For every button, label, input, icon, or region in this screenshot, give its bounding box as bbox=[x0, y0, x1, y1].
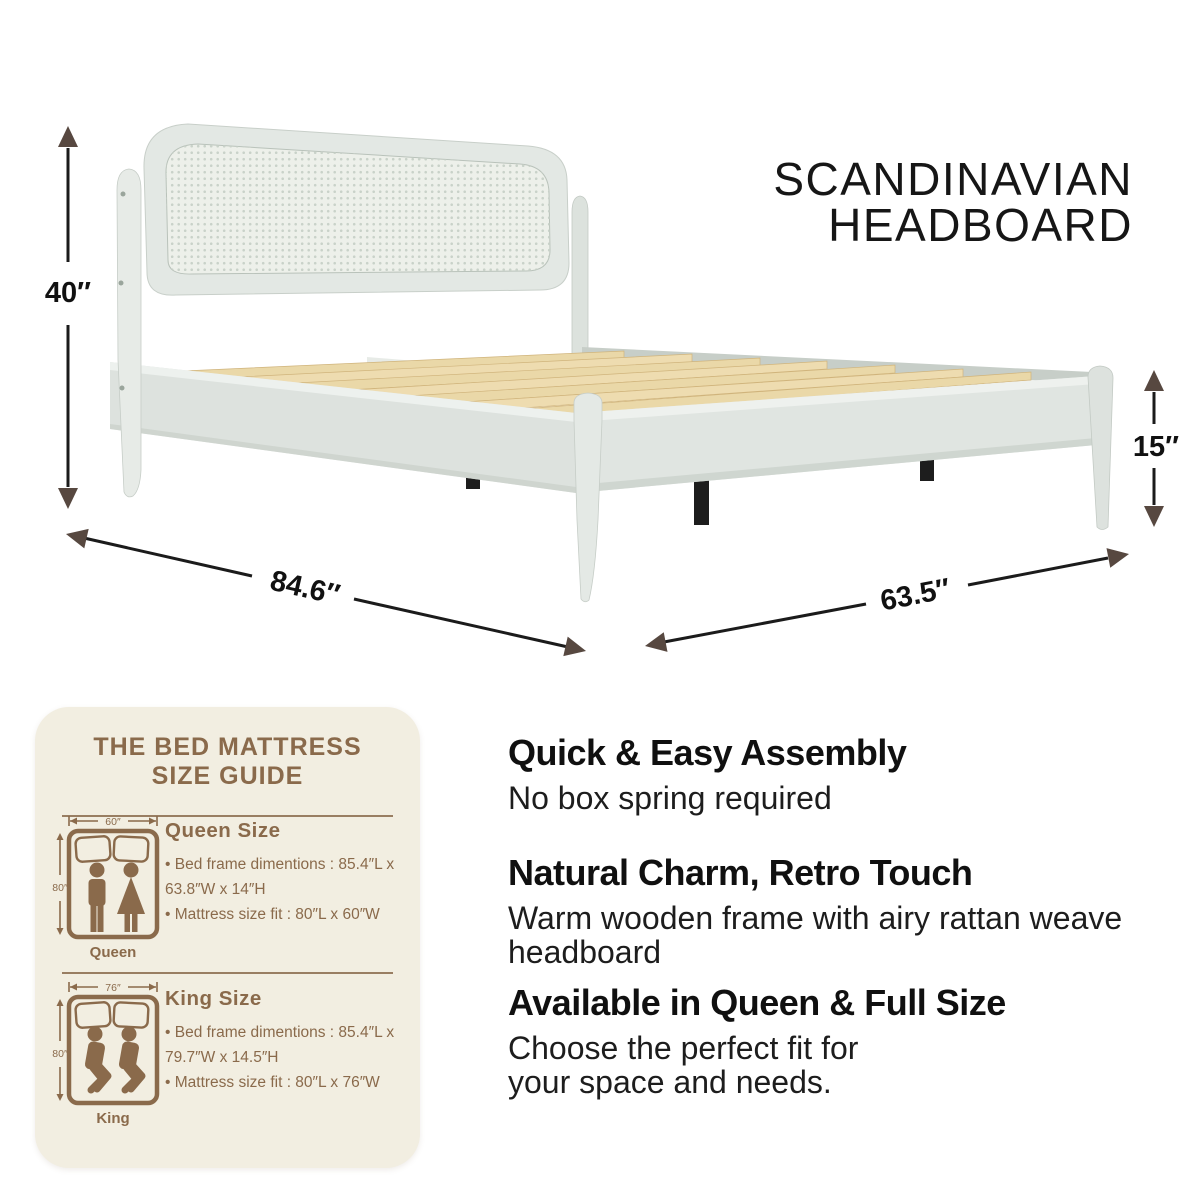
arrow-right-icon bbox=[149, 818, 156, 825]
headboard-rattan-texture bbox=[166, 144, 550, 274]
feature-line: Warm wooden frame with airy rattan weave bbox=[508, 900, 1123, 936]
divider bbox=[62, 972, 393, 974]
arrow-left-icon bbox=[70, 818, 77, 825]
king-size-info bbox=[165, 987, 415, 1095]
headboard-near-post bbox=[117, 169, 141, 497]
headboard-far-post bbox=[572, 196, 588, 362]
arrow-down-icon bbox=[57, 1094, 64, 1101]
product-title bbox=[773, 153, 1133, 251]
queen-size-icon bbox=[51, 813, 177, 971]
size-guide-title bbox=[35, 733, 420, 791]
dimension-label-length: 84.6″ bbox=[267, 564, 343, 612]
product-title-line2: HEADBOARD bbox=[828, 199, 1133, 251]
king-heading: King Size bbox=[165, 987, 262, 1010]
feature-line: No box spring required bbox=[508, 780, 832, 816]
feature-heading: Available in Queen & Full Size bbox=[508, 982, 1006, 1023]
king-height-dim: 80″ bbox=[52, 1048, 68, 1060]
queen-line2: 63.8″W x 14″H bbox=[165, 881, 266, 898]
queen-line1: • Bed frame dimentions : 85.4″L x bbox=[165, 856, 395, 873]
queen-height-dim: 80″ bbox=[52, 882, 68, 894]
size-guide-title-line1: THE BED MATTRESS bbox=[93, 733, 362, 761]
king-label: King bbox=[96, 1110, 130, 1127]
king-line2: 79.7″W x 14.5″H bbox=[165, 1049, 279, 1066]
arrow-up-icon bbox=[57, 999, 64, 1006]
arrow-left-icon bbox=[70, 984, 77, 991]
king-size-icon bbox=[51, 979, 177, 1137]
size-guide-panel bbox=[35, 707, 420, 1168]
king-line1: • Bed frame dimentions : 85.4″L x bbox=[165, 1024, 395, 1041]
far-foot-leg bbox=[1088, 366, 1113, 530]
size-guide-title-line2: SIZE GUIDE bbox=[151, 762, 304, 790]
queen-label: Queen bbox=[89, 944, 137, 961]
feature-line: headboard bbox=[508, 934, 662, 970]
arrow-up-icon bbox=[57, 833, 64, 840]
queen-width-dim: 60″ bbox=[105, 816, 121, 828]
arrow-down-icon bbox=[57, 928, 64, 935]
pillows bbox=[75, 1002, 148, 1028]
queen-line3: • Mattress size fit : 80″L x 60″W bbox=[165, 906, 380, 923]
feature-heading: Quick & Easy Assembly bbox=[508, 732, 907, 773]
queen-size-info bbox=[165, 819, 415, 927]
pillows bbox=[75, 836, 148, 862]
feature-sizes bbox=[508, 982, 1006, 1099]
dimension-label-15: 15″ bbox=[1132, 431, 1180, 463]
dimension-label-40: 40″ bbox=[44, 277, 92, 309]
dimension-label-width: 63.5″ bbox=[877, 572, 953, 618]
king-width-dim: 76″ bbox=[105, 982, 121, 994]
feature-natural-charm bbox=[508, 852, 1122, 969]
feature-heading: Natural Charm, Retro Touch bbox=[508, 852, 973, 893]
arrow-right-icon bbox=[149, 984, 156, 991]
product-title-line1: SCANDINAVIAN bbox=[773, 153, 1133, 205]
feature-assembly bbox=[508, 732, 906, 815]
feature-line: your space and needs. bbox=[508, 1064, 832, 1100]
queen-figures bbox=[89, 863, 146, 933]
feature-line: Choose the perfect fit for bbox=[508, 1030, 859, 1066]
king-figures bbox=[84, 1027, 142, 1091]
near-corner-leg bbox=[574, 393, 602, 602]
queen-heading: Queen Size bbox=[165, 819, 281, 842]
king-line3: • Mattress size fit : 80″L x 76″W bbox=[165, 1074, 380, 1091]
